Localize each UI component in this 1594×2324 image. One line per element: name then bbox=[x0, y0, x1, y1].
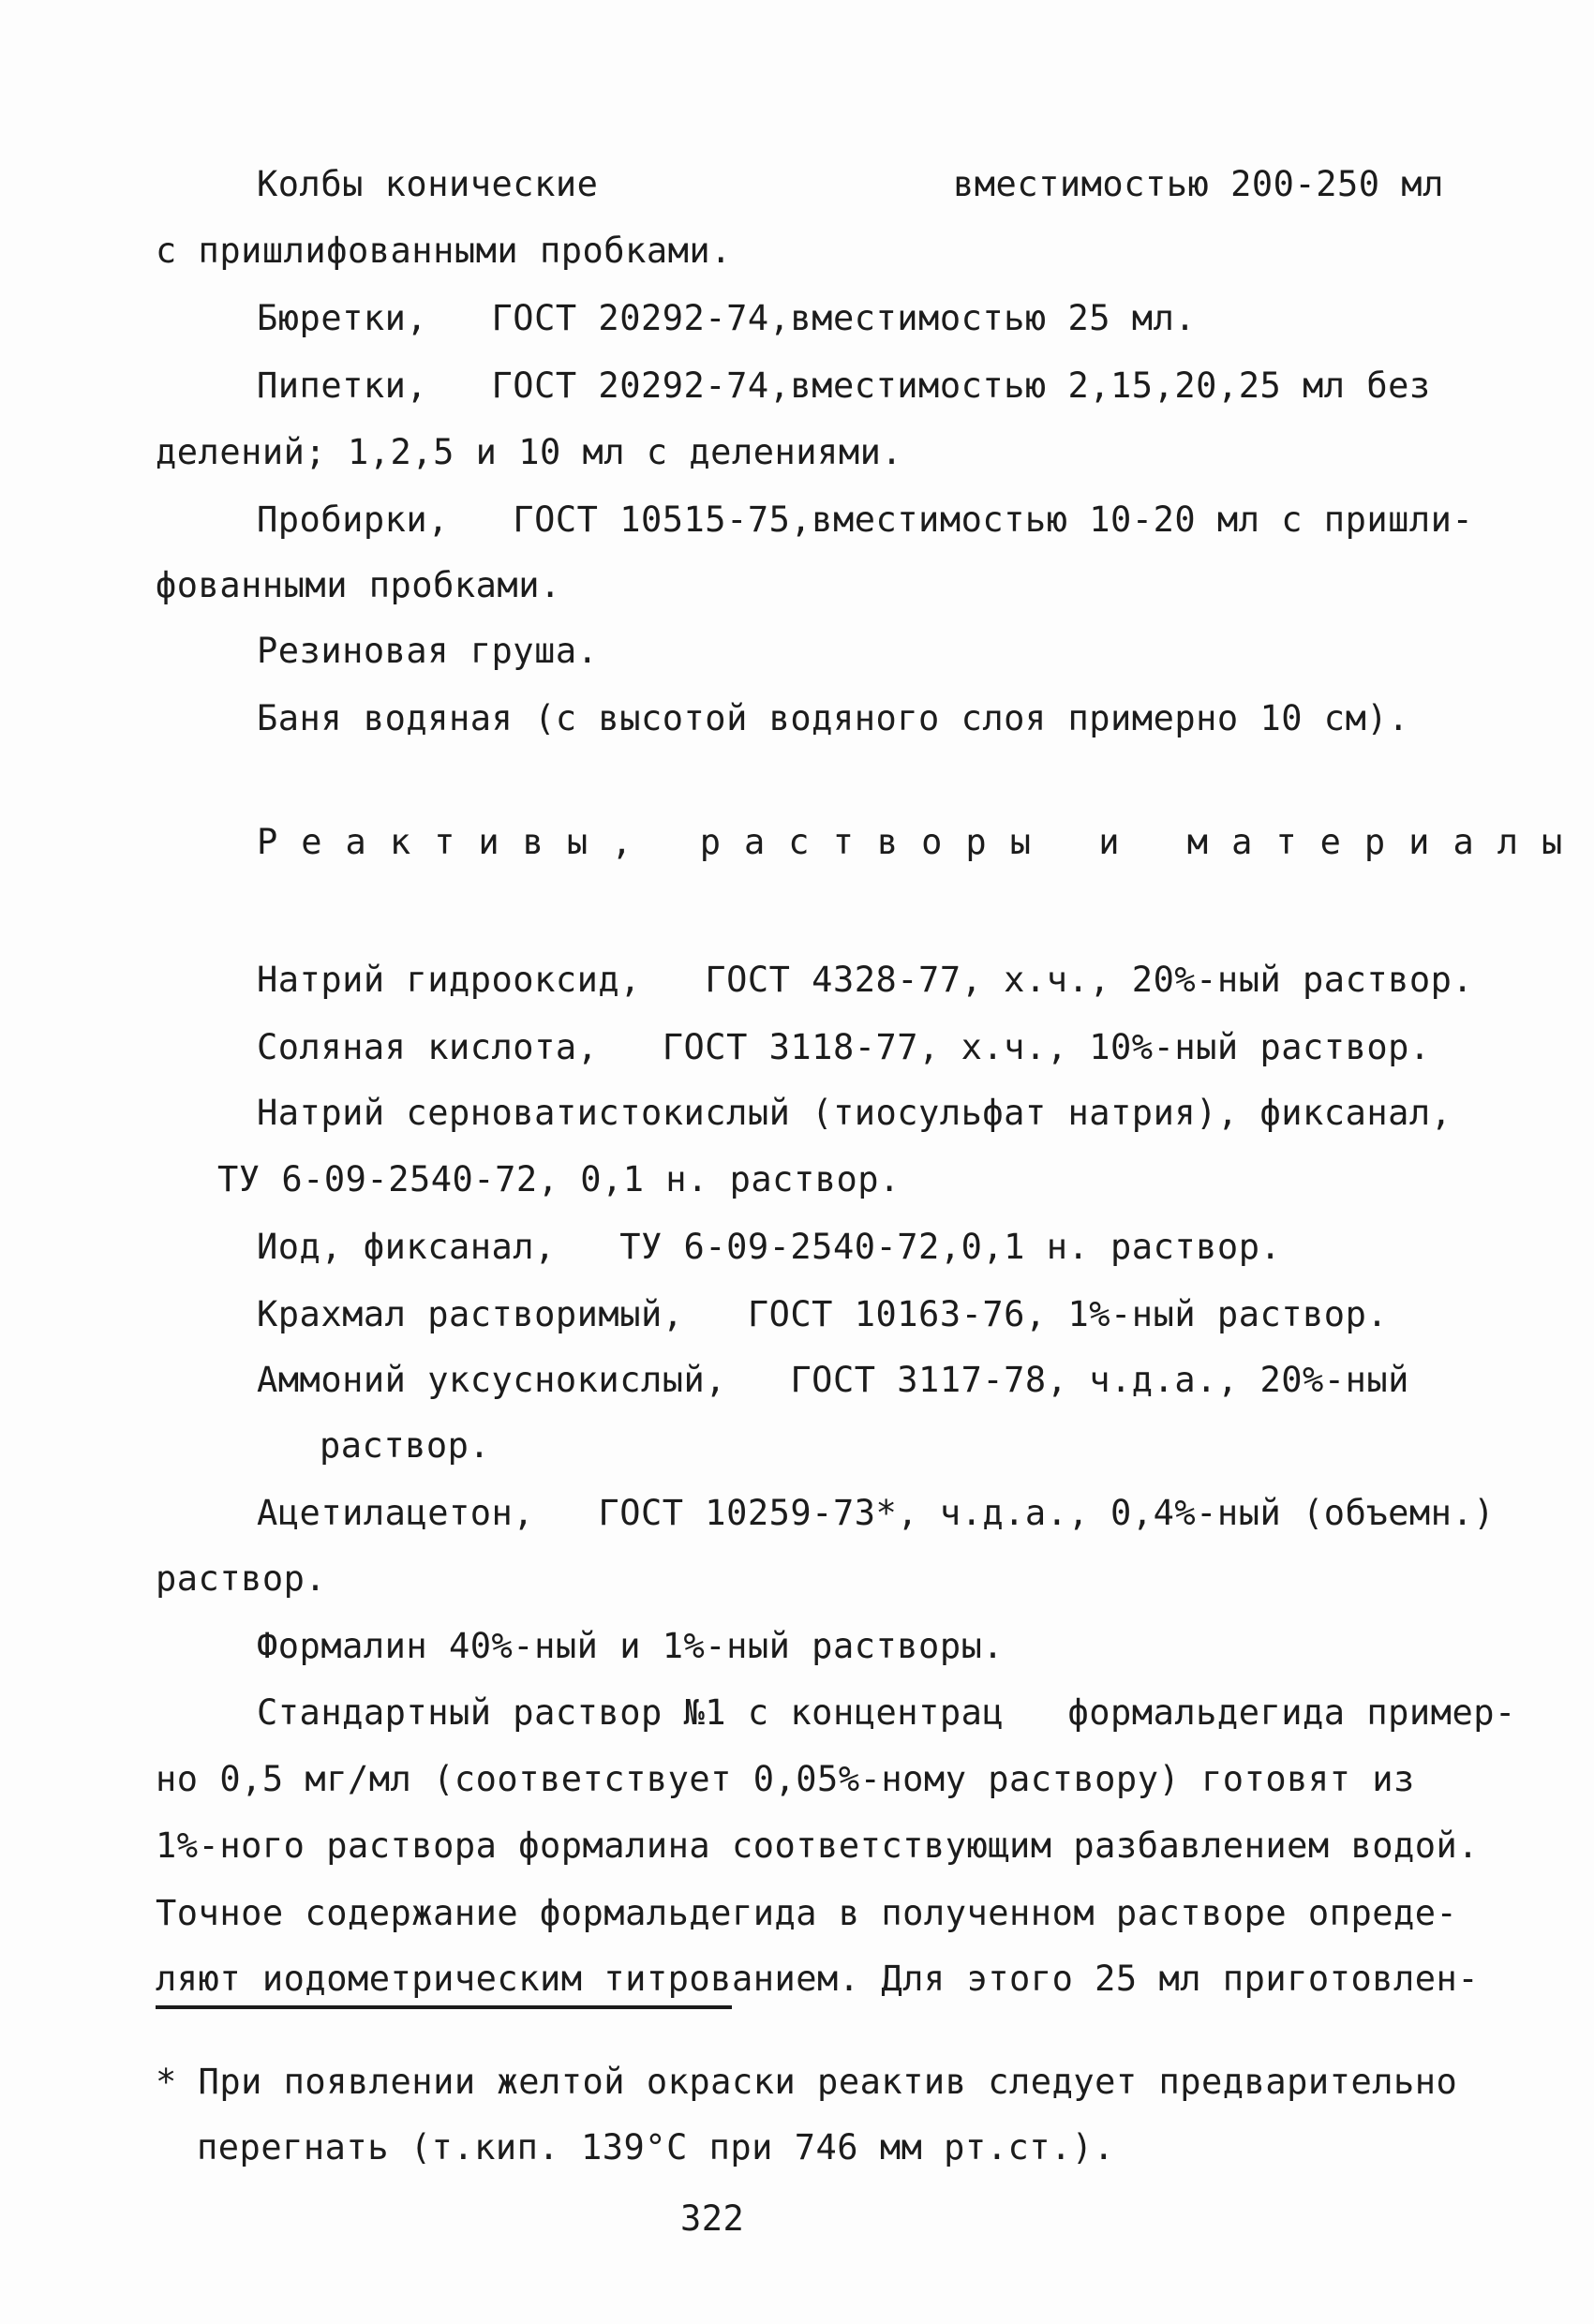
reagent-starch: Крахмал растворимый, ГОСТ 10163-76, 1%-ный раствор. bbox=[257, 1294, 1389, 1334]
reagent-ammonium-acetate: Аммоний уксуснокислый, ГОСТ 3117-78, ч.д.а., 20%-ный bbox=[257, 1360, 1409, 1400]
equipment-flasks-left: Колбы конические bbox=[257, 164, 599, 204]
reagent-acetylacetone: Ацетилацетон, ГОСТ 10259-73*, ч.д.а., 0,4%-ный (объемн.) bbox=[257, 1493, 1496, 1533]
page-number: 322 bbox=[680, 2198, 745, 2239]
equipment-tubes-cont: фованными пробками. bbox=[156, 565, 561, 605]
reagent-iodine: Иод, фиксанал, ТУ 6-09-2540-72,0,1 н. раствор. bbox=[257, 1227, 1282, 1267]
equipment-pipettes: Пипетки, ГОСТ 20292-74,вместимостью 2,15,20,25 мл без bbox=[257, 365, 1431, 406]
equipment-bulb: Резиновая груша. bbox=[257, 631, 599, 671]
reagent-sodium-thiosulfate: Натрий серноватистокислый (тиосульфат натрия), фиксанал, bbox=[257, 1093, 1452, 1133]
footnote-divider bbox=[156, 2005, 732, 2009]
section-heading: Реактивы, растворы и материалы bbox=[257, 822, 1587, 862]
standard-solution-line-1: Стандартный раствор №1 с концентрац формальдегида пример- bbox=[257, 1692, 1516, 1733]
equipment-bath: Баня водяная (с высотой водяного слоя примерно 10 см). bbox=[257, 698, 1409, 738]
reagent-acetylacetone-cont: раствор. bbox=[156, 1558, 327, 1599]
reagent-hydrochloric-acid: Соляная кислота, ГОСТ 3118-77, х.ч., 10%-ный раствор. bbox=[257, 1027, 1431, 1067]
footnote-line-1: * При появлении желтой окраски реактив следует предварительно bbox=[156, 2062, 1458, 2102]
reagent-sodium-thiosulfate-cont: ТУ 6-09-2540-72, 0,1 н. раствор. bbox=[217, 1159, 901, 1199]
standard-solution-line-3: 1%-ного раствора формалина соответствующим разбавлением водой. bbox=[156, 1825, 1480, 1866]
equipment-tubes: Пробирки, ГОСТ 10515-75,вместимостью 10-20 мл с пришли- bbox=[257, 499, 1474, 540]
reagent-formalin: Формалин 40%-ный и 1%-ный растворы. bbox=[257, 1626, 1005, 1666]
equipment-flasks-cont: с пришлифованными пробками. bbox=[156, 231, 732, 271]
standard-solution-line-5: ляют иодометрическим титрованием. Для этого 25 мл приготовлен- bbox=[156, 1959, 1480, 1999]
reagent-ammonium-acetate-cont: раствор. bbox=[320, 1425, 491, 1466]
equipment-flasks-right: вместимостью 200-250 мл bbox=[953, 164, 1444, 204]
standard-solution-line-4: Точное содержание формальдегида в полученном растворе опреде- bbox=[156, 1893, 1458, 1933]
footnote-line-2: перегнать (т.кип. 139°C при 746 мм рт.ст.). bbox=[197, 2127, 1115, 2168]
equipment-pipettes-cont: делений; 1,2,5 и 10 мл с делениями. bbox=[156, 432, 903, 472]
reagent-sodium-hydroxide: Натрий гидрооксид, ГОСТ 4328-77, х.ч., 20%-ный раствор. bbox=[257, 960, 1474, 1000]
equipment-burettes: Бюретки, ГОСТ 20292-74,вместимостью 25 мл. bbox=[257, 298, 1197, 338]
standard-solution-line-2: но 0,5 мг/мл (соответствует 0,05%-ному раствору) готовят из bbox=[156, 1759, 1415, 1799]
